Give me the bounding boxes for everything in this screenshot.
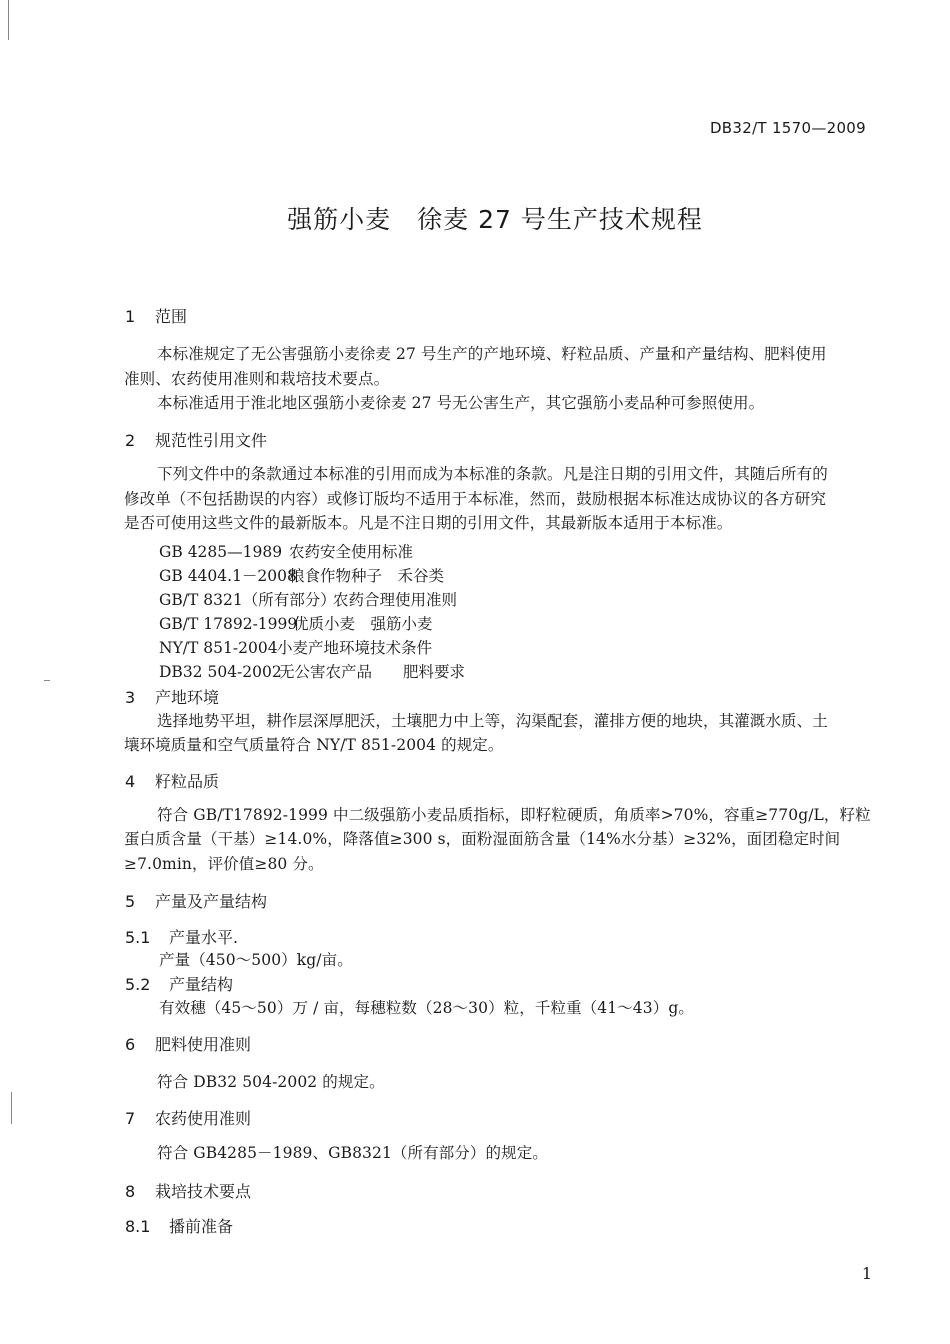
subsection-number: 5.1: [125, 928, 151, 947]
paragraph: 本标准规定了无公害强筋小麦徐麦 27 号生产的产地环境、籽粒品质、产量和产量结构、肥料使用: [157, 345, 827, 363]
section-title: 农药使用准则: [155, 1109, 252, 1128]
paragraph: ≥7.0min，评价值≥80 分。: [124, 855, 324, 873]
section-number: 5: [125, 892, 136, 911]
reference-item: [159, 588, 457, 610]
reference-code: GB/T 8321（所有部分）: [159, 591, 336, 609]
page-title: 强筋小麦 徐麦 27 号生产技术规程: [287, 205, 703, 234]
section-8-heading: [125, 1179, 251, 1202]
subsection-title: 产量水平.: [169, 928, 239, 947]
subsection-5-2-heading: [125, 972, 233, 995]
section-number: 7: [125, 1109, 136, 1128]
section-title: 肥料使用准则: [155, 1035, 252, 1054]
reference-name: 无公害农产品 肥料要求: [279, 663, 466, 681]
reference-name: 农药安全使用标准: [289, 543, 414, 561]
reference-code: NY/T 851-2004: [159, 639, 278, 657]
reference-code: GB 4404.1－2008: [159, 567, 297, 585]
paragraph: 准则、农药使用准则和栽培技术要点。: [124, 370, 390, 388]
paragraph: 壤环境质量和空气质量符合 NY/T 851-2004 的规定。: [124, 736, 504, 754]
section-2-heading: [125, 428, 267, 451]
section-title: 栽培技术要点: [155, 1182, 252, 1201]
section-number: 6: [125, 1035, 136, 1054]
reference-name: 粮食作物种子 禾谷类: [289, 567, 445, 585]
reference-item: [159, 540, 413, 562]
reference-name: 农药合理使用准则: [333, 591, 458, 609]
section-number: 4: [125, 772, 136, 791]
subsection-8-1-heading: [125, 1214, 233, 1237]
paragraph: 修改单（不包括勘误的内容）或修订版均不适用于本标准，然而，鼓励根据本标准达成协议的各方研究: [124, 490, 827, 508]
reference-item: [159, 612, 433, 634]
paragraph: 选择地势平坦，耕作层深厚肥沃，土壤肥力中上等，沟渠配套，灌排方便的地块，其灌溉水质、土: [157, 712, 828, 730]
paragraph: 符合 DB32 504-2002 的规定。: [157, 1073, 385, 1091]
section-title: 规范性引用文件: [155, 431, 268, 450]
subsection-number: 8.1: [125, 1217, 151, 1236]
section-title: 范围: [155, 307, 188, 326]
subsection-5-1-heading: [125, 925, 238, 948]
section-4-heading: [125, 769, 219, 792]
section-title: 产量及产量结构: [155, 892, 268, 911]
paragraph: 符合 GB4285－1989、GB8321（所有部分）的规定。: [157, 1144, 548, 1162]
subsection-number: 5.2: [125, 975, 151, 994]
section-number: 8: [125, 1182, 136, 1201]
page-number: 1: [861, 1264, 872, 1283]
paragraph: 下列文件中的条款通过本标准的引用而成为本标准的条款。凡是注日期的引用文件，其随后所有的: [157, 465, 828, 483]
subsection-title: 播前准备: [169, 1217, 234, 1236]
reference-item: [159, 564, 444, 586]
section-number: 2: [125, 431, 136, 450]
reference-code: DB32 504-2002: [159, 663, 282, 681]
reference-code: GB/T 17892-1999: [159, 615, 298, 633]
section-title: 产地环境: [155, 688, 220, 707]
paragraph: 产量（450～500）kg/亩。: [159, 951, 353, 969]
reference-name: 优质小麦 强筋小麦: [293, 615, 433, 633]
paragraph: 蛋白质含量（干基）≥14.0%，降落值≥300 s，面粉湿面筋含量（14%水分基）≥32%，面团稳定时间: [124, 830, 841, 848]
section-number: 1: [125, 307, 136, 326]
paragraph: 本标准适用于淮北地区强筋小麦徐麦 27 号无公害生产，其它强筋小麦品种可参照使用。: [157, 394, 765, 412]
scan-edge-mark: [44, 680, 50, 681]
scan-edge-mark: [8, 0, 9, 40]
section-5-heading: [125, 889, 267, 912]
section-1-heading: [125, 304, 187, 327]
scan-edge-mark: [11, 1092, 12, 1124]
paragraph: 符合 GB/T17892-1999 中二级强筋小麦品质指标，即籽粒硬质，角质率>70%，容重≥770g/L，籽粒: [157, 806, 871, 824]
paragraph: 是否可使用这些文件的最新版本。凡是不注日期的引用文件，其最新版本适用于本标准。: [124, 514, 733, 532]
section-3-heading: [125, 685, 219, 708]
section-number: 3: [125, 688, 136, 707]
subsection-title: 产量结构: [169, 975, 234, 994]
reference-name: 小麦产地环境技术条件: [277, 639, 433, 657]
section-6-heading: [125, 1032, 251, 1055]
section-7-heading: [125, 1106, 251, 1129]
section-title: 籽粒品质: [155, 772, 220, 791]
document-code: DB32/T 1570—2009: [709, 119, 866, 137]
reference-code: GB 4285—1989: [159, 543, 283, 561]
paragraph: 有效穗（45～50）万 / 亩，每穗粒数（28～30）粒，千粒重（41～43）g。: [159, 999, 694, 1017]
reference-item: [159, 660, 465, 682]
reference-item: [159, 636, 432, 658]
